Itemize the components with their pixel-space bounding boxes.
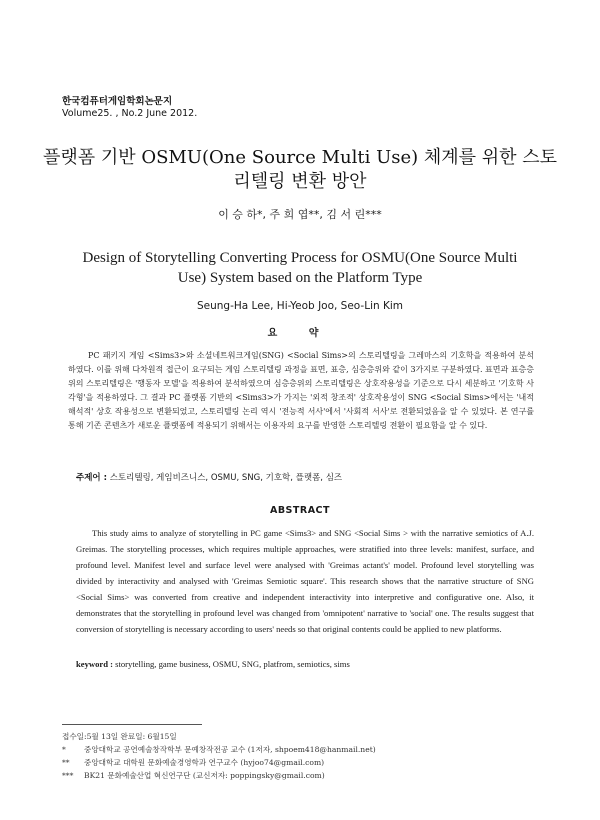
- footnote-mark: *: [62, 745, 66, 754]
- english-abstract-text: This study aims to analyze of storytelling in PC game <Sims3> and SNG <Social Sims > with the narrative semiotics of A.J. Greimas. The storytelling processes, which requires multiple approaches, were stratified into three levels: manifest, surface, and profound level. Manifest level and surface level were analysed with 'Greimas actant's' model. Profound level storytelling was divided by interactivity and analysed with 'Greimas Semiotic square'. This research shows that the narrative structure of SNG <Social Sims> was converted from creative and independent interactivity into interpretive and configurative one. Also, it demonstrates that the storytelling in profound level was changed from 'omnipotent' narrative to 'social' one. The results suggest that conversion of storytelling is necessary according to users' needs so that original contents could be applied to new platforms.: [76, 528, 534, 634]
- footnote-mark: ***: [62, 771, 74, 780]
- journal-header: [62, 96, 197, 120]
- english-abstract-heading: ABSTRACT: [269, 505, 331, 516]
- footnote-1: [62, 743, 542, 756]
- footnote-3: [62, 769, 542, 782]
- footnote-text: 중앙대학교 대학원 문화예술경영학과 연구교수 (hyjoo74@gmail.com): [84, 758, 325, 767]
- english-title: Design of Storytelling Converting Process for OSMU(One Source Multi Use) System based on the Platform Type: [82, 250, 518, 286]
- footnotes: [62, 730, 542, 782]
- korean-abstract-text: PC 패키지 게임 <Sims3>와 소셜네트워크게임(SNG) <Social Sims>의 스토리텔링을 그레마스의 기호학을 적용하여 분석하였다. 이를 위해 다차원적 접근이 요구되는 게임 스토리텔링 과정을 표면, 표층, 심층층위와 같이 3가지로 구분하였다. 표면과 표층층위의 스토리텔링은 '행동자 모델'을 적용하여 분석하였으며 심층층위의 스토리텔링은 상호작용성을 기준으로 다시 세분하고 '기호학 사각형'을 적용하였다. 그 결과 PC 플랫폼 기반의 <Sims3>가 가지는 '외적 창조적' 상호작용성이 SNG <Social Sims>에서는 '내적 해석적' 상호 작용성으로 변환되었고, 스토리텔링 논리 역시 '전능적 서사'에서 '사회적 서사'로 전환되었음을 알 수 있었다. 본 연구를 통해 기존 콘텐츠가 새로운 플랫폼에 적용되기 위해서는 이용자의 요구를 반영한 스토리텔링 전환이 필요함을 알 수 있다.: [68, 351, 534, 430]
- korean-keywords-text: 스토리텔링, 게임비즈니스, OSMU, SNG, 기호학, 플랫폼, 심즈: [109, 473, 343, 483]
- english-authors: Seung-Ha Lee, Hi-Yeob Joo, Seo-Lin Kim: [196, 300, 404, 312]
- english-keywords: [76, 659, 534, 669]
- english-abstract: [76, 525, 534, 637]
- footnote-2: [62, 756, 542, 769]
- journal-volume: Volume25. , No.2 June 2012.: [62, 108, 198, 119]
- footnote-mark: **: [62, 758, 70, 767]
- footnote-text: BK21 문화예술산업 혁신연구단 (교신저자: poppingsky@gmail.com): [84, 771, 325, 780]
- english-keywords-text: storytelling, game business, OSMU, SNG, platfrom, semiotics, sims: [115, 659, 350, 669]
- footnote-text: 중앙대학교 공연예술창작학부 문예창작전공 교수 (1저자, shpoem418@hanmail.net): [84, 745, 376, 754]
- received-date: 접수일:5월 13일 완료일: 6월15일: [62, 732, 177, 741]
- korean-title: 플랫폼 기반 OSMU(One Source Multi Use) 체계를 위한 스토리텔링 변환 방안: [42, 147, 558, 192]
- korean-authors: 이 승 하*, 주 희 엽**, 김 서 린***: [218, 208, 382, 221]
- korean-keywords: [76, 471, 534, 483]
- korean-keywords-label: 주제어 :: [76, 473, 107, 483]
- footnote-divider: [62, 724, 202, 725]
- korean-abstract-heading: 요 약: [267, 328, 333, 339]
- korean-abstract: [68, 349, 534, 433]
- journal-name: 한국컴퓨터게임학회논문지: [62, 96, 173, 107]
- english-keywords-label: keyword :: [76, 659, 113, 669]
